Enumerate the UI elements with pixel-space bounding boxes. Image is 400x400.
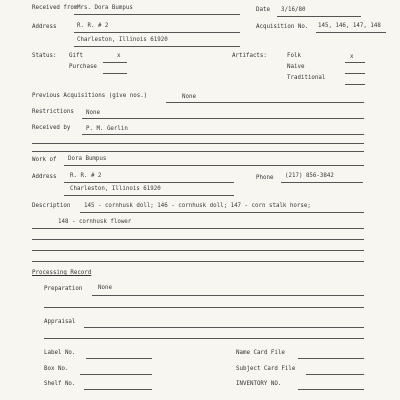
date-line xyxy=(277,16,361,17)
work-of-line xyxy=(64,165,364,166)
blank-line xyxy=(32,143,364,144)
label-no-line[interactable] xyxy=(86,358,152,359)
blank-line xyxy=(32,151,364,152)
blank-line xyxy=(44,307,364,308)
description-line1-line xyxy=(80,212,364,213)
date-value[interactable]: 3/16/80 xyxy=(281,7,306,13)
previous-acquisitions-value[interactable]: None xyxy=(182,94,196,100)
name-card-file-label: Name Card File xyxy=(236,350,285,356)
artifacts-label: Artifacts: xyxy=(232,53,267,59)
acquisition-no-value[interactable]: 145, 146, 147, 148 xyxy=(318,23,381,29)
subject-card-file-line[interactable] xyxy=(306,374,364,375)
description-line2-line xyxy=(32,228,364,229)
previous-acquisitions-label: Previous Acquisitions (give nos.) xyxy=(32,93,148,99)
work-of-value[interactable]: Dora Bumpus xyxy=(68,156,107,162)
status-purchase-line xyxy=(103,73,127,74)
artist-address-line1-value[interactable]: R. R. # 2 xyxy=(70,173,102,179)
artifacts-traditional-label: Traditional xyxy=(287,75,326,81)
box-no-label: Box No. xyxy=(44,366,69,372)
inventory-no-label: INVENTORY NO. xyxy=(236,381,282,387)
phone-line xyxy=(281,182,363,183)
status-gift-mark[interactable]: x xyxy=(117,53,121,59)
work-of-label: Work of xyxy=(32,157,57,163)
blank-line xyxy=(32,261,364,262)
artifacts-naive-label: Naive xyxy=(287,64,305,70)
received-from-value[interactable]: Mrs. Dora Bumpus xyxy=(77,5,133,11)
box-no-line[interactable] xyxy=(80,374,152,375)
date-label: Date xyxy=(256,7,270,13)
description-line1-value[interactable]: 145 - cornhusk doll; 146 - cornhusk doll; 147 - corn stalk horse; xyxy=(84,203,311,209)
phone-value[interactable]: (217) 856-3842 xyxy=(285,173,334,179)
status-label: Status: xyxy=(32,53,57,59)
subject-card-file-label: Subject Card File xyxy=(236,366,296,372)
artifacts-folk-label: Folk xyxy=(287,53,301,59)
address-line2-value[interactable]: Charleston, Illinois 61920 xyxy=(77,37,168,43)
address-line1-value[interactable]: R. R. # 2 xyxy=(77,23,109,29)
artist-address-line2-line xyxy=(64,195,234,196)
blank-line xyxy=(32,250,364,251)
artifacts-folk-line xyxy=(345,62,365,63)
received-from-label: Received from xyxy=(32,5,78,11)
received-from-line xyxy=(74,14,240,15)
acquisition-no-label: Acquisition No. xyxy=(256,24,309,30)
received-by-value[interactable]: P. M. Gerlin xyxy=(86,126,128,132)
label-no-label: Label No. xyxy=(44,350,76,356)
shelf-no-label: Shelf No. xyxy=(44,381,76,387)
processing-record-heading: Processing Record xyxy=(32,270,92,276)
received-by-label: Received by xyxy=(32,125,71,131)
artist-address-line1-line xyxy=(64,182,234,183)
status-purchase-label: Purchase xyxy=(69,64,97,70)
status-gift-line xyxy=(103,62,127,63)
status-gift-label: Gift xyxy=(69,53,83,59)
restrictions-value[interactable]: None xyxy=(86,110,100,116)
description-line2-value[interactable]: 148 - cornhusk flower xyxy=(58,219,132,225)
inventory-no-line[interactable] xyxy=(298,389,364,390)
appraisal-line xyxy=(84,327,364,328)
name-card-file-line[interactable] xyxy=(298,358,364,359)
shelf-no-line[interactable] xyxy=(84,389,152,390)
artifacts-traditional-line xyxy=(345,84,365,85)
address-line2-line xyxy=(74,46,240,47)
artifacts-naive-line xyxy=(345,73,365,74)
appraisal-label: Appraisal xyxy=(44,319,76,325)
preparation-value[interactable]: None xyxy=(98,285,112,291)
previous-acquisitions-line xyxy=(166,102,364,103)
blank-line xyxy=(44,338,364,339)
received-by-line xyxy=(82,134,364,135)
address-line1-line xyxy=(74,32,240,33)
phone-label: Phone xyxy=(256,175,274,181)
artist-address-line2-value[interactable]: Charleston, Illinois 61920 xyxy=(70,186,161,192)
artist-address-label: Address xyxy=(32,174,57,180)
description-label: Description xyxy=(32,203,71,209)
preparation-line xyxy=(92,295,364,296)
artifacts-folk-mark[interactable]: x xyxy=(350,54,354,60)
address-label: Address xyxy=(32,24,57,30)
blank-line xyxy=(32,239,364,240)
restrictions-line xyxy=(82,118,364,119)
restrictions-label: Restrictions xyxy=(32,109,74,115)
preparation-label: Preparation xyxy=(44,286,83,292)
acquisition-no-line xyxy=(316,32,386,33)
